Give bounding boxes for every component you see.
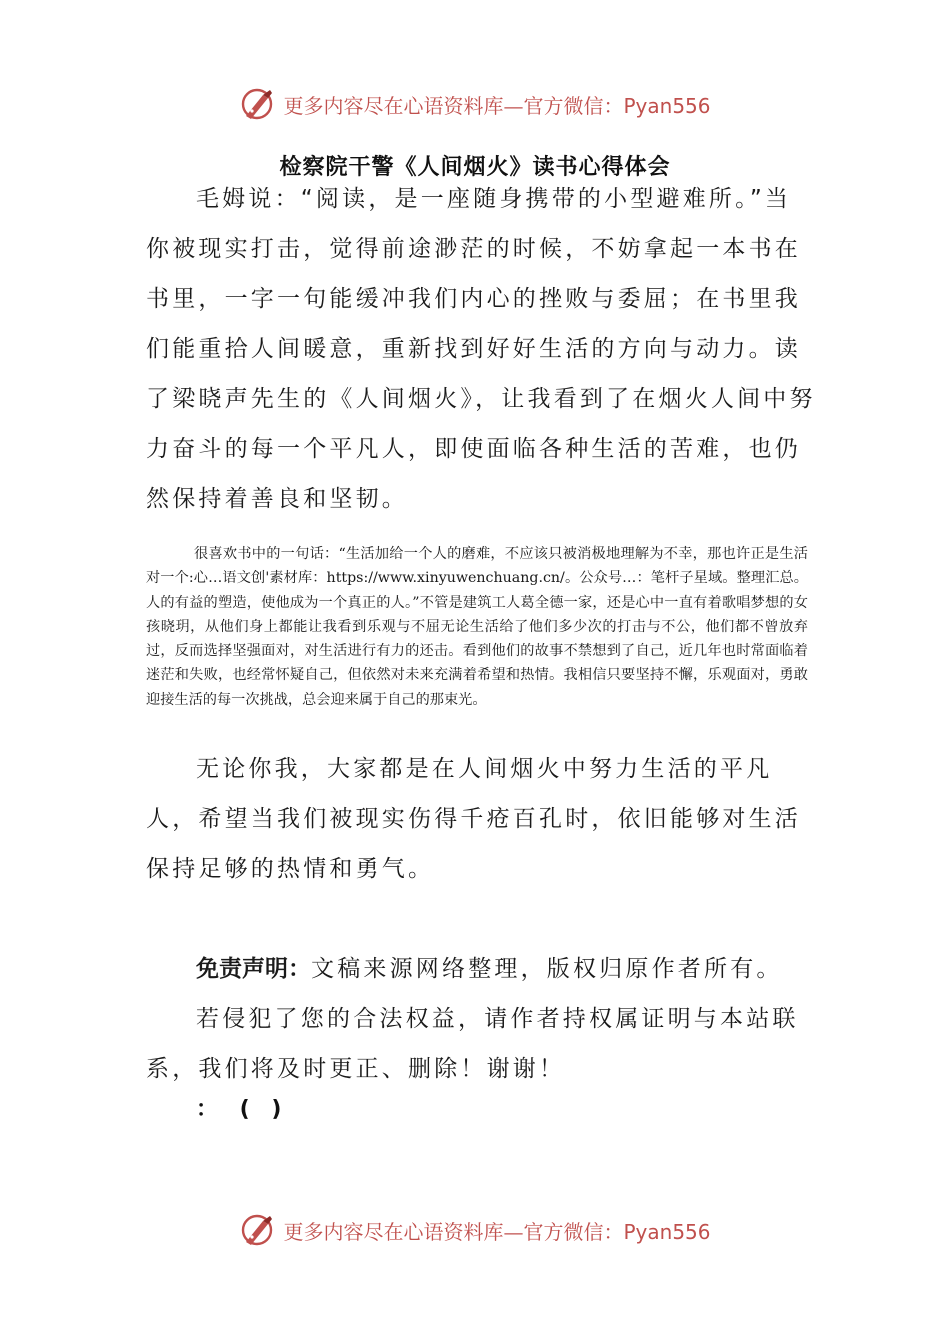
banner-text: 更多内容尽在心语资料库—官方微信：Pyan556 xyxy=(283,93,711,118)
pen-nib-logo-icon xyxy=(239,1212,275,1248)
paragraph-quote: 很喜欢书中的一句话：“生活加给一个人的磨难，不应该只被消极地理解为不幸，那也许正是生活对一个:心…语文创'素材库：https://www.xinyuwenchuang.cn/。公众号…：笔杆子星域。整理汇总。人的有益的塑造，使他成为一个真正的人。”不管是建筑工人葛全德一家，还是心中一直有着歌唱梦想的女孩晓玥，从他们身上都能让我看到乐观与不屈无论生活给了他们多少次的打击与不公，他们都不曾放弃过，反而选择坚强面对，对生活进行有力的还击。看到他们的故事不禁想到了自己，近几年也时常面临着迷茫和失败，也经常怀疑自己，但依然对未来充满着希望和热情。我相信只要坚持不懈，乐观面对，勇敢迎接生活的每一次挑战，总会迎来属于自己的那束光。 xyxy=(146,546,808,708)
disclaimer-label: 免责声明： xyxy=(196,956,311,982)
disclaimer-text: 文稿来源网络整理，版权归原作者所有。 xyxy=(311,956,783,982)
paragraph-conclusion: 无论你我，大家都是在人间烟火中努力生活的平凡人，希望当我们被现实伤得千疮百孔时，依旧能够对生活保持足够的热情和勇气。 xyxy=(146,756,801,882)
banner-text: 更多内容尽在心语资料库—官方微信：Pyan556 xyxy=(283,1219,711,1244)
paragraph-intro: 毛姆说：“阅读，是一座随身携带的小型避难所。”当你被现实打击，觉得前途渺茫的时候，不妨拿起一本书在书里，一字一句能缓冲我们内心的挫败与委屈；在书里我们能重拾人间暖意，重新找到好好生活的方向与动力。读了梁晓声先生的《人间烟火》，让我看到了在烟火人间中努力奋斗的每一个平凡人，即使面临各种生活的苦难，也仍然保持着善良和坚韧。 xyxy=(146,186,816,512)
document-title: 检察院干警《人间烟火》读书心得体会 xyxy=(279,155,671,180)
disclaimer-contact: 若侵犯了您的合法权益，请作者持权属证明与本站联系，我们将及时更正、删除！谢谢！ xyxy=(146,1006,799,1082)
pen-nib-logo-icon xyxy=(239,86,275,122)
disclaimer-line xyxy=(146,944,816,994)
footer-watermark-banner xyxy=(0,1210,950,1250)
trailing-mark: ： ( ) xyxy=(196,1097,282,1122)
header-watermark-banner xyxy=(0,84,950,124)
